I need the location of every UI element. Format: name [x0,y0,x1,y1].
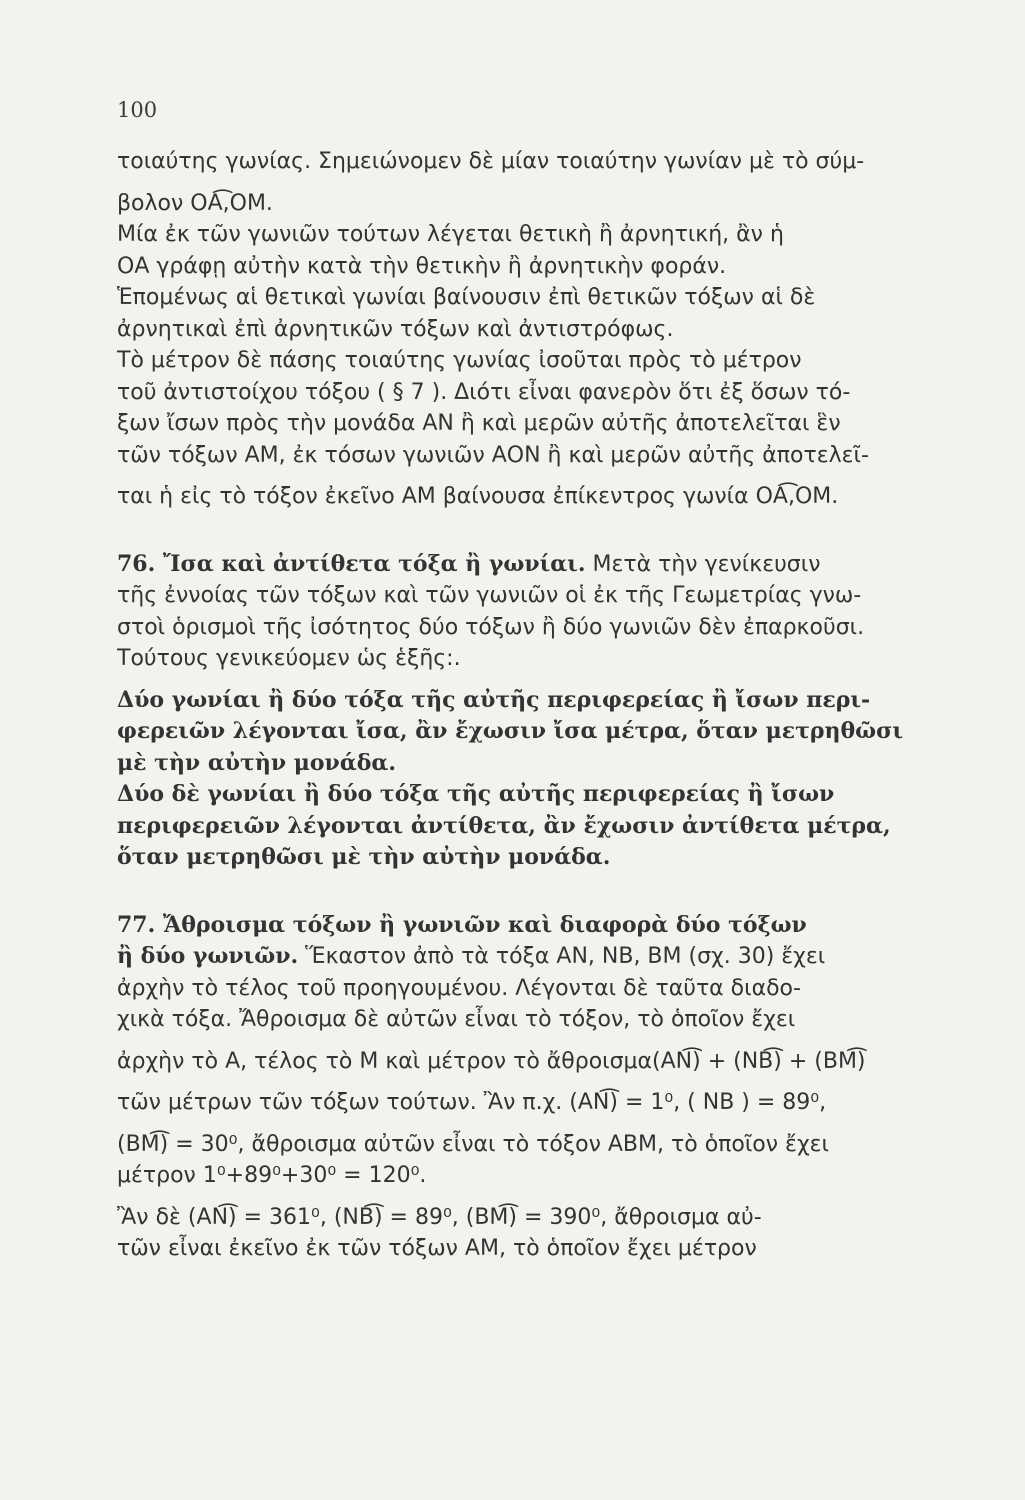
section-76-first-line [117,549,962,581]
text-line: μέτρον 1⁰+89⁰+30⁰ = 120⁰. [117,1163,427,1188]
text-line: ἀρχὴν τὸ τέλος τοῦ προηγουμένου. Λέγονται δὲ ταῦτα διαδο- [117,975,801,1001]
text-line: χικὰ τόξα. Ἄθροισμα δὲ αὐτῶν εἶναι τὸ τόξον, τὸ ὁποῖον ἔχει [117,1007,796,1032]
definition-line: Δύο δὲ γωνίαι ἢ δύο τόξα τῆς αὐτῆς περιφερείας ἢ ἴσων [117,781,835,807]
text-line: τοῦ ἀντιστοίχου τόξου ( § 7 ). Διότι εἶναι φανερὸν ὅτι ἐξ ὅσων τό- [117,379,851,405]
text-line: τῶν εἶναι ἐκεῖνο ἐκ τῶν τόξων ΑΜ, τὸ ὁποῖον ἔχει μέτρον [117,1236,757,1261]
section-76-intro: Μετὰ τὴν γενίκευσιν [585,551,821,577]
section-77-second-line [117,941,962,973]
definition-line: φερειῶν λέγονται ἴσα, ἂν ἔχωσιν ἴσα μέτρα, ὅταν μετρηθῶσι [117,718,903,744]
text-line: τῶν μέτρων τῶν τόξων τούτων. Ἂν π.χ. (ΑΝ͡) = 1⁰, ( ΝΒ ) = 89⁰, [117,1090,827,1115]
definition-line: ὅταν μετρηθῶσι μὲ τὴν αὐτὴν μονάδα. [117,844,611,870]
section-76-heading: 76. Ἴσα καὶ ἀντίθετα τόξα ἢ γωνίαι. [117,550,586,577]
text-line: βολον ΟΑ͡,ΟΜ. [117,190,273,216]
text-line: ἀρνητικαὶ ἐπὶ ἀρνητικῶν τόξων καὶ ἀντιστρόφως. [117,316,674,342]
text-line: Τὸ μέτρον δὲ πάσης τοιαύτης γωνίας ἰσοῦται πρὸς τὸ μέτρον [117,348,802,373]
text-line: τοιαύτης γωνίας. Σημειώνομεν δὲ μίαν τοιαύτην γωνίαν μὲ τὸ σύμ- [117,149,865,174]
definition-line: μὲ τὴν αὐτὴν μονάδα. [117,749,397,776]
text-line: στοὶ ὁρισμοὶ τῆς ἰσότητος δύο τόξων ἢ δύο γωνιῶν δὲν ἐπαρκοῦσι. [117,614,865,640]
page-number: 100 [117,98,158,122]
text-line: Ἑπομένως αἱ θετικαὶ γωνίαι βαίνουσιν ἐπὶ θετικῶν τόξων αἱ δὲ [117,285,816,310]
text-line: ται ἡ εἰς τὸ τόξον ἐκεῖνο ΑΜ βαίνουσα ἐπίκεντρος γωνία ΟΑ͡,ΟΜ. [117,484,839,509]
definition-line: Δύο γωνίαι ἢ δύο τόξα τῆς αὐτῆς περιφερείας ἢ ἴσων περι- [117,686,871,713]
text-line: Ἂν δὲ (ΑΝ͡) = 361⁰, (ΝΒ͡) = 89⁰, (ΒΜ͡) = 390⁰, ἄθροισμα αὐ- [117,1204,762,1230]
text-line: ξων ἴσων πρὸς τὴν μονάδα ΑΝ ἢ καὶ μερῶν αὐτῆς ἀποτελεῖται ἓν [117,411,841,436]
definition-line: περιφερειῶν λέγονται ἀντίθετα, ἂν ἔχωσιν ἀντίθετα μέτρα, [117,812,891,839]
text-line: (ΒΜ͡) = 30⁰, ἄθροισμα αὐτῶν εἶναι τὸ τόξον ΑΒΜ, τὸ ὁποῖον ἔχει [117,1131,829,1157]
text-line: τῆς ἐννοίας τῶν τόξων καὶ τῶν γωνιῶν οἱ ἐκ τῆς Γεωμετρίας γνω- [117,583,862,608]
text-line: Μία ἐκ τῶν γωνιῶν τούτων λέγεται θετικὴ ἢ ἀρνητική, ἂν ἡ [117,222,784,247]
section-77-heading-end: ἢ δύο γωνιῶν. [117,943,299,969]
text-line: Τούτους γενικεύομεν ὡς ἑξῆς:. [117,646,461,671]
section-77-intro: Ἕκαστον ἀπὸ τὰ τόξα ΑΝ, ΝΒ, ΒΜ (σχ. 30) ἔχει [298,944,826,969]
text-line: ΟΑ γράφῃ αὐτὴν κατὰ τὴν θετικὴν ἢ ἀρνητικὴν φοράν. [117,253,727,279]
section-77-heading: 77. Ἄθροισμα τόξων ἢ γωνιῶν καὶ διαφορὰ δύο τόξων [117,911,807,938]
text-line: τῶν τόξων ΑΜ, ἐκ τόσων γωνιῶν ΑΟΝ ἢ καὶ μερῶν αὐτῆς ἀποτελεῖ- [117,442,869,468]
text-line: ἀρχὴν τὸ Α, τέλος τὸ Μ καὶ μέτρον τὸ ἄθροισμα(ΑΝ͡) + (ΝΒ͡) + (ΒΜ͡) [117,1048,866,1074]
page-body [117,146,962,1265]
